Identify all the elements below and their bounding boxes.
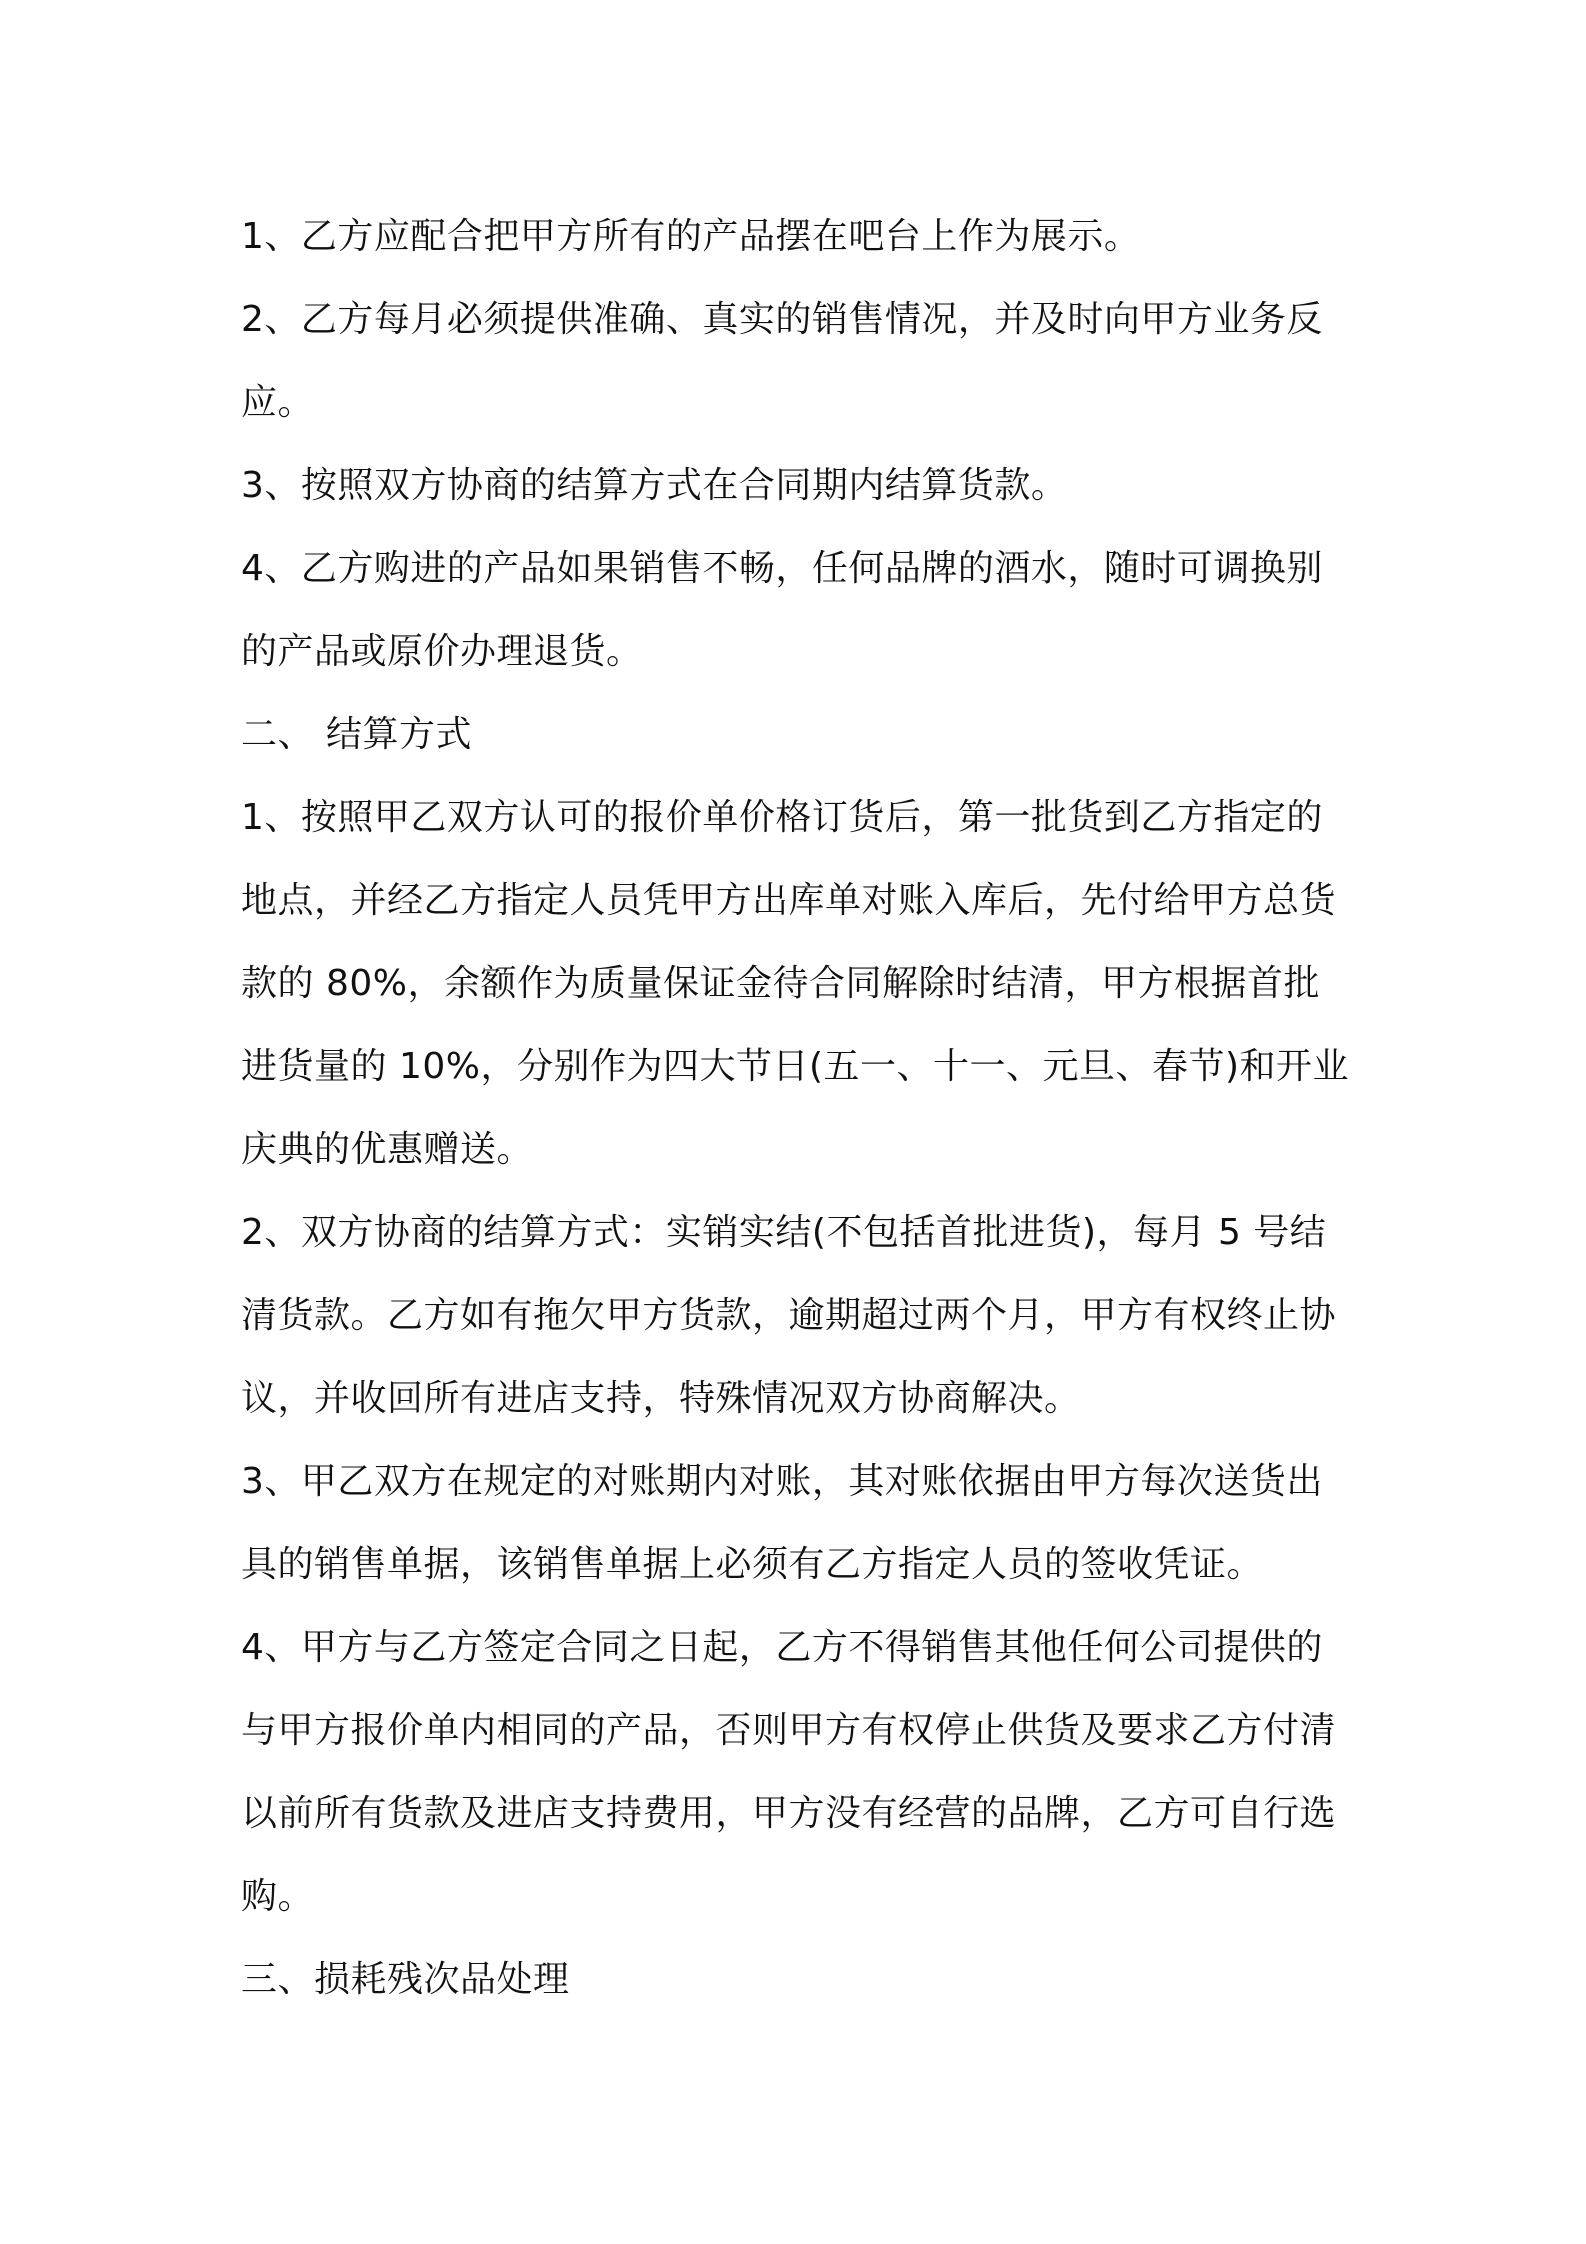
clause-2-1-line-4: 进货量的 10%，分别作为四大节日(五一、十一、元旦、春节)和开业 [241, 1046, 1350, 1087]
clause-2-4-line-4: 购。 [241, 1876, 315, 1917]
clause-2-4-line-3: 以前所有货款及进店支持费用，甲方没有经营的品牌，乙方可自行选 [241, 1793, 1337, 1834]
clause-2-1-line-5: 庆典的优惠赠送。 [241, 1129, 534, 1170]
clause-2-1-line-1: 1、按照甲乙双方认可的报价单价格订货后，第一批货到乙方指定的 [241, 797, 1323, 838]
clause-2-2-line-3: 议，并收回所有进店支持，特殊情况双方协商解决。 [241, 1378, 1081, 1419]
clause-2-4-line-1: 4、甲方与乙方签定合同之日起，乙方不得销售其他任何公司提供的 [241, 1627, 1323, 1668]
clause-2-4-line-2: 与甲方报价单内相同的产品，否则甲方有权停止供货及要求乙方付清 [241, 1710, 1337, 1751]
clause-2-2-line-2: 清货款。乙方如有拖欠甲方货款，逾期超过两个月，甲方有权终止协 [241, 1295, 1337, 1336]
section-heading-settlement: 二、 结算方式 [241, 714, 472, 755]
clause-2-1-line-3: 款的 80%，余额作为质量保证金待合同解除时结清，甲方根据首批 [241, 963, 1320, 1004]
clause-1-2-line-1: 2、乙方每月必须提供准确、真实的销售情况，并及时向甲方业务反 [241, 299, 1323, 340]
section-heading-defective-goods: 三、损耗残次品处理 [241, 1959, 570, 2000]
clause-1-4-line-2: 的产品或原价办理退货。 [241, 631, 643, 672]
clause-2-3-line-1: 3、甲乙双方在规定的对账期内对账，其对账依据由甲方每次送货出 [241, 1461, 1323, 1502]
clause-2-1-line-2: 地点，并经乙方指定人员凭甲方出库单对账入库后，先付给甲方总货 [241, 880, 1337, 921]
clause-1-2-line-2: 应。 [241, 382, 315, 423]
document-page [241, 195, 1356, 2021]
clause-1-3: 3、按照双方协商的结算方式在合同期内结算货款。 [241, 465, 1068, 506]
clause-2-2-line-1: 2、双方协商的结算方式：实销实结(不包括首批进货)，每月 5 号结 [241, 1212, 1327, 1253]
clause-1-4-line-1: 4、乙方购进的产品如果销售不畅，任何品牌的酒水，随时可调换别 [241, 548, 1323, 589]
clause-1-1: 1、乙方应配合把甲方所有的产品摆在吧台上作为展示。 [241, 216, 1141, 257]
clause-2-3-line-2: 具的销售单据，该销售单据上必须有乙方指定人员的签收凭证。 [241, 1544, 1264, 1585]
